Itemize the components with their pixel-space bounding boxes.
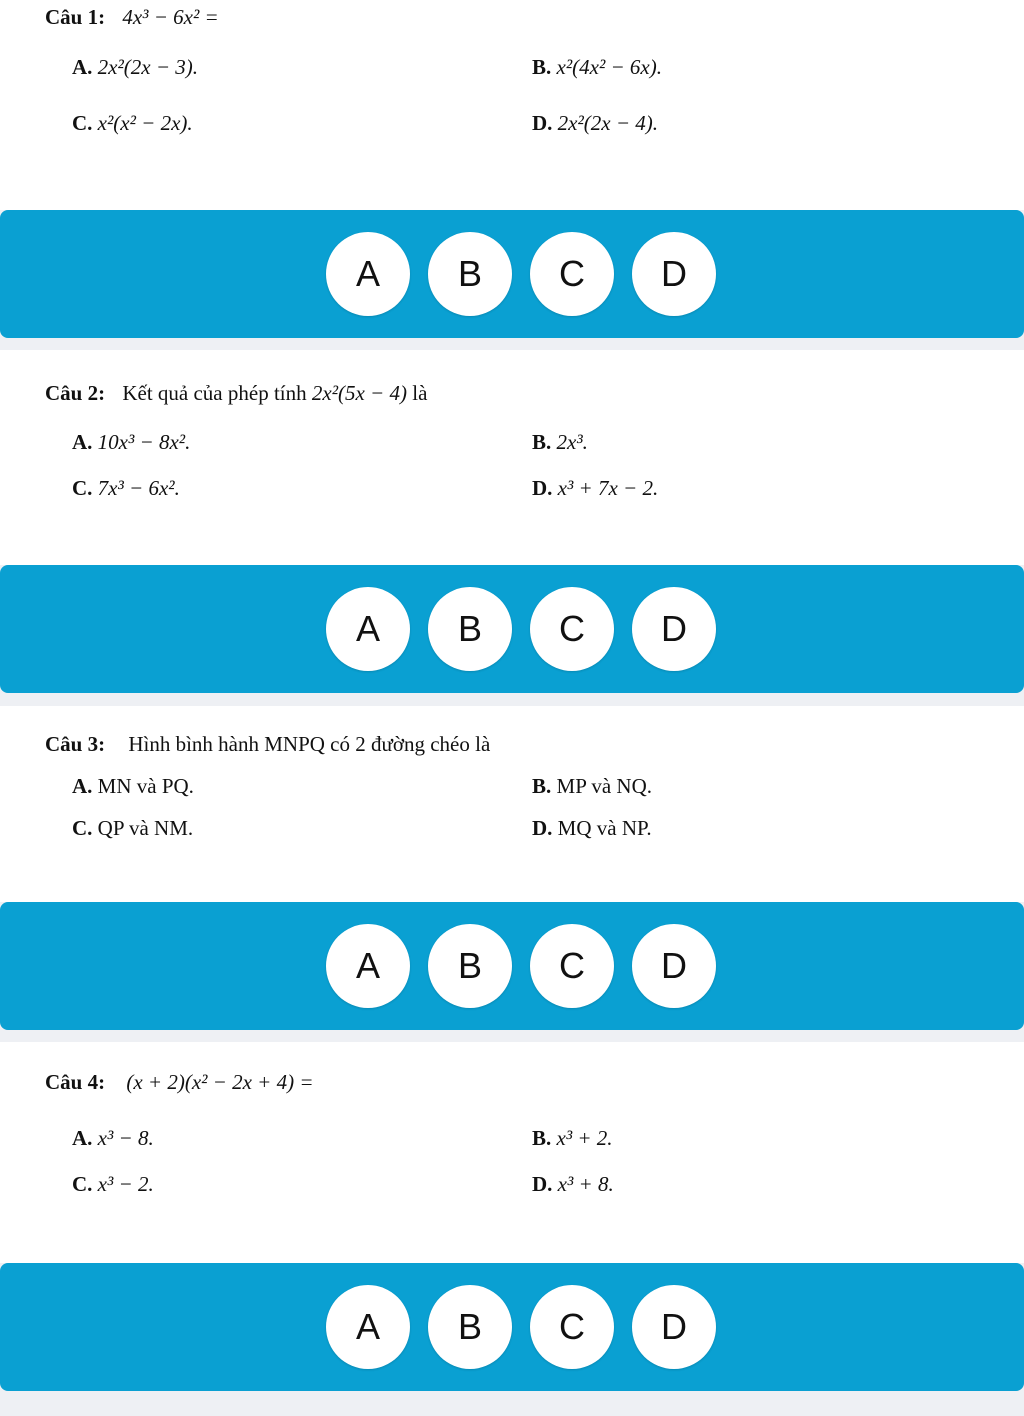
question-1-card [0,0,1024,210]
question-2-option-b: B. 2x³. [532,430,588,454]
answer-3-button-b[interactable]: B [428,924,512,1008]
question-2-stem-prefix: Kết quả của phép tính [122,381,307,405]
question-3-option-b: B. MP và NQ. [532,774,652,798]
answer-band-1 [0,210,1024,338]
question-4-stem: (x + 2)(x² − 2x + 4) = [126,1070,314,1094]
question-2-option-c: C. 7x³ − 6x². [72,476,180,500]
question-3-label: Câu 3: [45,732,106,756]
question-2-option-d: D. x³ + 7x − 2. [532,476,659,500]
question-1-option-d: D. 2x²(2x − 4). [532,111,659,135]
answer-3-button-a[interactable]: A [326,924,410,1008]
question-2-stem-suffix: là [412,381,428,405]
question-1-label: Câu 1: [45,5,106,29]
question-3-line [45,734,490,755]
answer-1-button-a[interactable]: A [326,232,410,316]
answer-band-4 [0,1263,1024,1391]
question-3-option-d: D. MQ và NP. [532,816,652,840]
question-4-option-a: A. x³ − 8. [72,1126,154,1150]
answer-band-3 [0,902,1024,1030]
question-2-label: Câu 2: [45,381,106,405]
answer-4-button-b[interactable]: B [428,1285,512,1369]
question-2-card [0,350,1024,565]
question-4-label: Câu 4: [45,1070,106,1094]
question-3-option-c: C. QP và NM. [72,816,194,840]
answer-4-button-c[interactable]: C [530,1285,614,1369]
answer-2-button-c[interactable]: C [530,587,614,671]
question-1-option-b: B. x²(4x² − 6x). [532,55,662,79]
question-1-option-a: A. 2x²(2x − 3). [72,55,199,79]
question-1-stem: 4x³ − 6x² = [122,5,219,29]
question-2-stem: 2x²(5x − 4) [311,381,407,405]
question-4-option-d: D. x³ + 8. [532,1172,614,1196]
question-4-line [45,1072,314,1093]
question-3-option-a: A. MN và PQ. [72,774,194,798]
answer-2-button-b[interactable]: B [428,587,512,671]
question-1-line [45,7,219,28]
answer-4-button-d[interactable]: D [632,1285,716,1369]
question-2-option-a: A. 10x³ − 8x². [72,430,191,454]
question-4-card [0,1042,1024,1263]
answer-2-button-d[interactable]: D [632,587,716,671]
question-4-option-c: C. x³ − 2. [72,1172,154,1196]
answer-4-button-a[interactable]: A [326,1285,410,1369]
answer-1-button-c[interactable]: C [530,232,614,316]
answer-1-button-b[interactable]: B [428,232,512,316]
question-4-option-b: B. x³ + 2. [532,1126,613,1150]
question-2-line [45,383,427,404]
answer-2-button-a[interactable]: A [326,587,410,671]
answer-1-button-d[interactable]: D [632,232,716,316]
question-3-card [0,706,1024,902]
question-3-stem: Hình bình hành MNPQ có 2 đường chéo là [128,732,491,756]
answer-3-button-d[interactable]: D [632,924,716,1008]
answer-band-2 [0,565,1024,693]
answer-3-button-c[interactable]: C [530,924,614,1008]
question-1-option-c: C. x²(x² − 2x). [72,111,193,135]
